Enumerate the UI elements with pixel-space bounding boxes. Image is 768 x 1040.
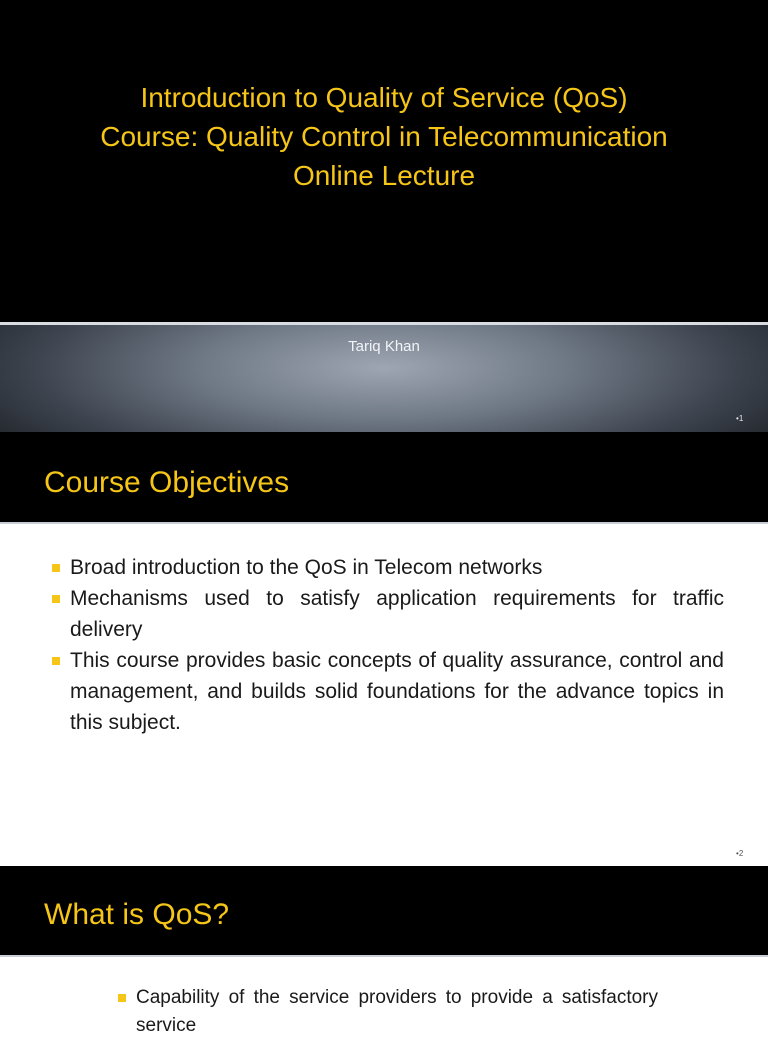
objectives-slide <box>0 432 768 866</box>
bullet-list <box>50 552 724 738</box>
what-is-qos-slide <box>0 866 768 1036</box>
title-line-3: Online Lecture <box>292 160 476 191</box>
divider <box>0 955 768 957</box>
page-number-value: 2 <box>738 849 744 858</box>
page-number-value: 1 <box>738 414 744 423</box>
slide-heading: What is QoS? <box>44 898 230 931</box>
page-number: •1 <box>736 414 744 423</box>
title-slide <box>0 0 768 432</box>
bullet-item: This course provides basic concepts of quality assurance, control and management, and builds solid foundations for the advance topics in this subject. <box>50 645 724 738</box>
bullet-item: Broad introduction to the QoS in Telecom networks <box>50 552 724 583</box>
slide-heading: Course Objectives <box>44 466 290 499</box>
bullet-item: Capability of the service providers to provide a satisfactory service <box>116 984 658 1040</box>
author-name: Tariq Khan <box>348 338 420 355</box>
bullet-item: Mechanisms used to satisfy application requirements for traffic delivery <box>50 583 724 645</box>
page-number: •2 <box>736 849 744 858</box>
divider <box>0 522 768 524</box>
title-line-1: Introduction to Quality of Service (QoS) <box>140 82 628 113</box>
bullet-list <box>116 984 658 1040</box>
title-line-2: Course: Quality Control in Telecommunication <box>100 121 668 152</box>
slide-title <box>0 78 768 195</box>
